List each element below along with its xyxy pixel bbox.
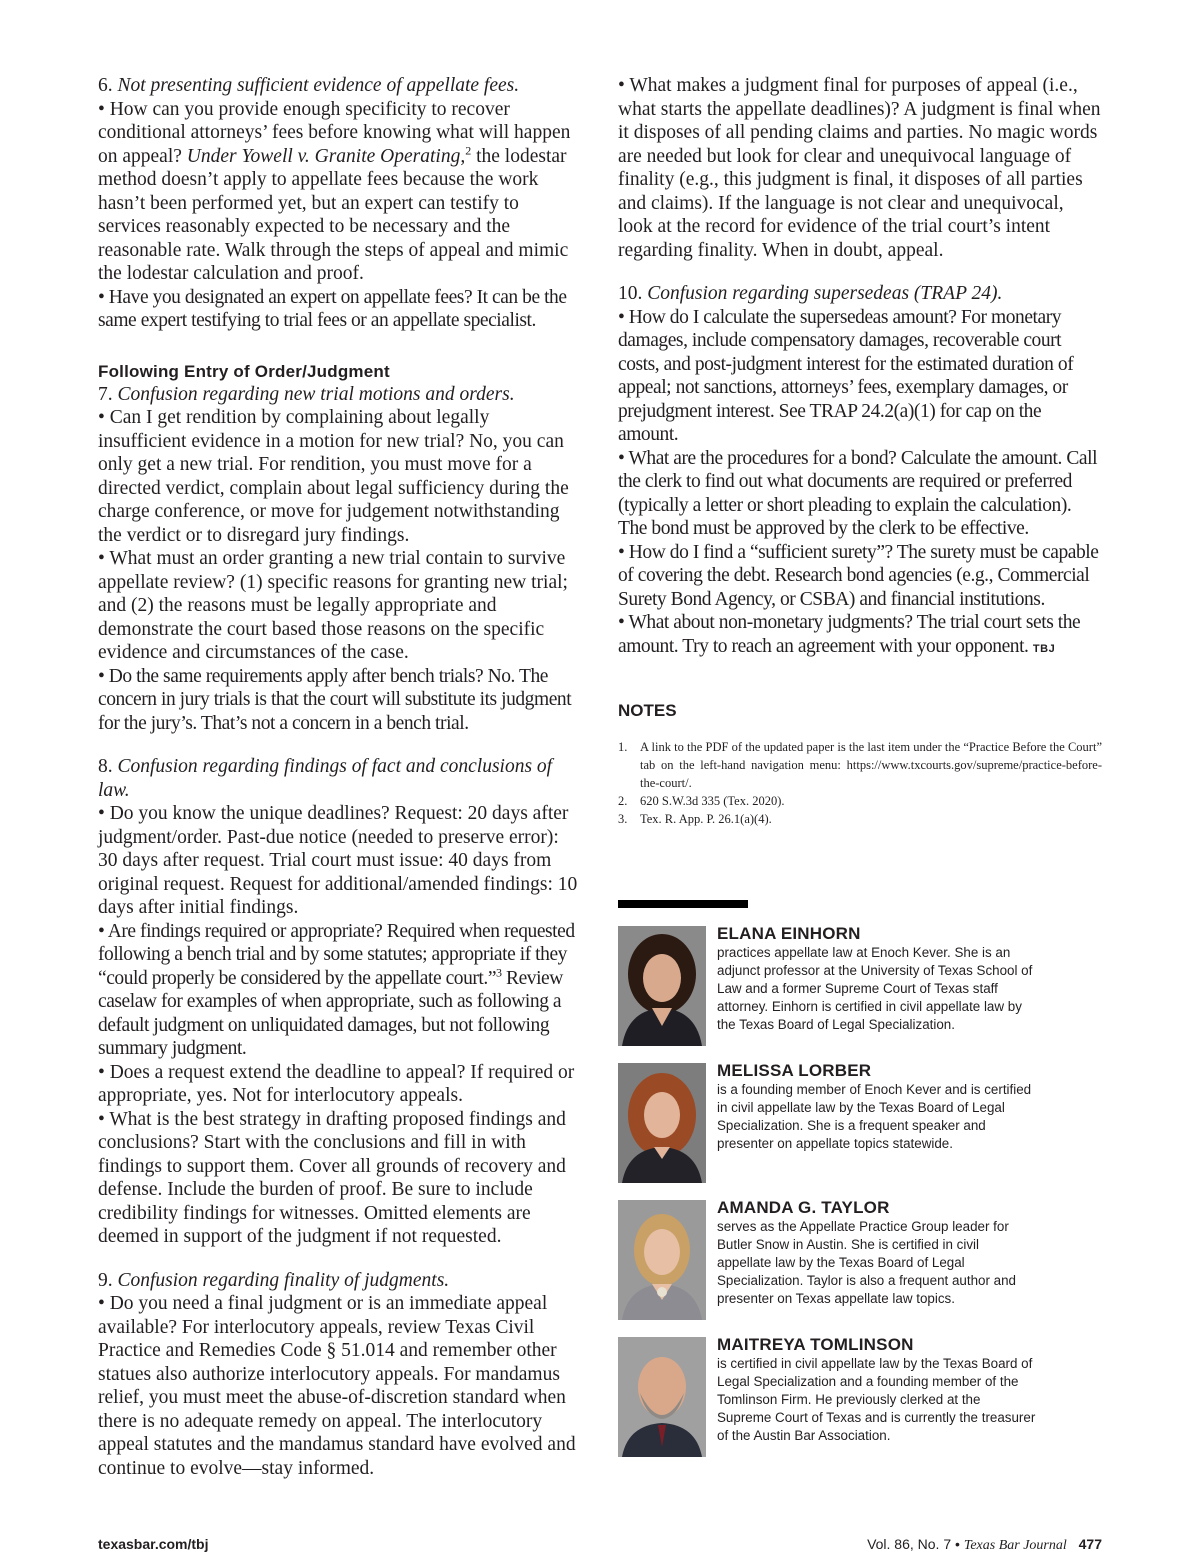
page-number: 477 [1078, 1536, 1102, 1552]
author-bio [717, 1335, 1037, 1445]
item-10-bullet-1: • How do I calculate the supersedeas amount? For monetary damages, include compensatory damages, recoverable court costs, and post-judgment interest for the estimated duration of appeal; not sanctions, attorneys’ fees, exemplary damages, or prejudgment interest. See TRAP 24.2(a)(1) for cap on the amount. [618, 306, 1074, 445]
author-bio [717, 1198, 1037, 1308]
author-photo [618, 1063, 706, 1183]
item-8-heading: 8. Confusion regarding findings of fact and conclusions of law. [98, 756, 553, 801]
notes-title: NOTES [618, 701, 677, 720]
author-section-divider [618, 900, 748, 908]
author-photo [618, 1337, 706, 1457]
author-photo [618, 1200, 706, 1320]
item-9-heading: 9. Confusion regarding finality of judgments. [98, 1269, 450, 1291]
author-card [618, 926, 1108, 1048]
author-description: practices appellate law at Enoch Kever. She is an adjunct professor at the University of Texas School of Law and a former Supreme Court of Texas staff attorney. Einhorn is certified in civil appellate law by the Texas Board of Legal Specialization. [717, 945, 1033, 1032]
author-bio [717, 924, 1037, 1034]
footer-journal-name: Texas Bar Journal [963, 1538, 1067, 1553]
footer-issue-info [867, 1535, 1102, 1555]
item-7-bullet-2: • What must an order granting a new trial contain to survive appellate review? (1) specific reasons for granting new trial; and (2) the reasons must be legally appropriate and demonstrate the court based those reasons on the specific evidence and circumstances of the case. [98, 548, 568, 663]
author-photo [618, 926, 706, 1046]
item-8-bullet-3: • Does a request extend the deadline to appeal? If required or appropriate, yes. Not for interlocutory appeals. [98, 1061, 575, 1106]
item-7-heading: 7. Confusion regarding new trial motions and orders. [98, 383, 515, 405]
author-card [618, 1200, 1108, 1322]
author-name: AMANDA G. TAYLOR [717, 1198, 890, 1217]
author-description: is certified in civil appellate law by the Texas Board of Legal Specialization and a founding member of the Tomlinson Firm. He previously clerked at the Supreme Court of Texas and is currently the treasurer of the Austin Bar Association. [717, 1356, 1036, 1443]
item-6-bullet-1: • How can you provide enough specificity to recover conditional attorneys’ fees before knowing what will happen on appeal? Under Yowell v. Granite Operating,$^2$ the lodestar method doesn’t apply to appellate fees because the work hasn’t been performed yet, but an expert can testify to services reasonably expected to be necessary and the reasonable rate. Walk through the steps of appeal and mimic the lodestar calculation and proof. [98, 98, 571, 284]
note-item: 3. Tex. R. App. P. 26.1(a)(4). [618, 812, 772, 826]
author-description: is a founding member of Enoch Kever and is certified in civil appellate law by the Texas Board of Legal Specialization. She is a frequent speaker and presenter on appellate topics statewide. [717, 1082, 1032, 1151]
item-10-bullet-2: • What are the procedures for a bond? Calculate the amount. Call the clerk to find out what documents are required or preferred (typically a letter or short pleading to explain the calculation). The bond must be approved by the clerk to be effective. [618, 447, 1098, 539]
item-6-heading: 6. Not presenting sufficient evidence of appellate fees. [98, 75, 520, 96]
item-8-bullet-4: • What is the best strategy in drafting proposed findings and conclusions? Start with the conclusions and fill in with findings to support them. Cover all grounds of recovery and defense. Include the burden of proof. Be sure to include credibility findings for witnesses. Omitted elements are deemed in support of the judgment if not requested. [98, 1108, 566, 1247]
item-10-heading: 10. Confusion regarding supersedeas (TRAP 24). [618, 283, 1003, 304]
item-9-bullet-2: • What makes a judgment final for purposes of appeal (i.e., what starts the appellate deadlines)? A judgment is final when it disposes of all pending claims and parties. No magic words are needed but look for clear and unequivocal language of finality (e.g., this judgment is final, it disposes of all parties and claims). If the language is not clear and unequivocal, look at the record for evidence of the trial court’s intent regarding finality. When in doubt, appeal. [618, 75, 1101, 261]
footer-volume: Vol. 86, No. 7 • [867, 1536, 960, 1552]
item-8-bullet-1: • Do you know the unique deadlines? Request: 20 days after judgment/order. Past-due notice (needed to preserve error): 30 days after request. Trial court must issue: 40 days from original request. Request for additional/amended findings: 10 days after initial findings. [98, 803, 578, 918]
item-6-bullet-2: • Have you designated an expert on appellate fees? It can be the same expert testifying to trial fees or an appellate specialist. [98, 286, 567, 331]
author-name: MAITREYA TOMLINSON [717, 1335, 914, 1354]
note-item: 2. 620 S.W.3d 335 (Tex. 2020). [618, 794, 785, 808]
item-7-bullet-3: • Do the same requirements apply after bench trials? No. The concern in jury trials is that the court will substitute its judgment for the jury’s. That’s not a concern in a bench trial. [98, 665, 572, 734]
section-subheading: Following Entry of Order/Judgment [98, 361, 390, 381]
left-column [98, 74, 580, 1480]
author-name: MELISSA LORBER [717, 1061, 872, 1080]
footer-website-link[interactable]: texasbar.com/tbj [98, 1536, 209, 1552]
notes-list [618, 738, 1102, 828]
author-card [618, 1337, 1108, 1459]
note-item: 1. A link to the PDF of the updated paper is the last item under the “Practice Before the Court” tab on the left-hand navigation menu: https://www.txcourts.gov/supreme/practice-before-the-court/. [618, 740, 1102, 790]
author-card [618, 1063, 1108, 1185]
author-description: serves as the Appellate Practice Group leader for Butler Snow in Austin. She is certified in civil appellate law by the Texas Board of Legal Specialization. Taylor is also a frequent author and presenter on Texas appellate law topics. [717, 1219, 1016, 1306]
item-7-bullet-1: • Can I get rendition by complaining about legally insufficient evidence in a motion for new trial? No, you can only get a new trial. For rendition, you must move for a directed verdict, complain about legal sufficiency during the charge conference, or move for judgement notwithstanding the verdict or to disregard jury findings. [98, 407, 569, 546]
item-10-bullet-3: • How do I find a “sufficient surety”? The surety must be capable of covering the debt. Research bond agencies (e.g., Commercial Surety Bond Agency, or CSBA) and financial institutions. [618, 541, 1099, 610]
item-9-bullet-1: • Do you need a final judgment or is an immediate appeal available? For interlocutory appeals, review Texas Civil Practice and Remedies Code § 51.014 and remember other statues also authorize interlocutory appeals. For mandamus relief, you must meet the abuse-of-discretion standard when there is no adequate remedy on appeal. The interlocutory appeal statutes and the mandamus standard have evolved and continue to evolve—stay informed. [98, 1293, 576, 1479]
author-name: ELANA EINHORN [717, 924, 861, 943]
author-bio [717, 1061, 1037, 1153]
item-8-bullet-2: • Are findings required or appropriate? Required when requested following a bench trial and by some statutes; appropriate if they “could properly be considered by the appellate court.”$^3$ Review caselaw for examples of when appropriate, such as following a default judgment on unliquidated damages, but not following summary judgment. [98, 920, 575, 1059]
item-10-bullet-4: • What about non-monetary judgments? The trial court sets the amount. Try to reach an agreement with your opponent. TBJ [618, 612, 1081, 657]
tbj-end-mark: TBJ [1032, 642, 1056, 655]
right-column [618, 74, 1103, 661]
